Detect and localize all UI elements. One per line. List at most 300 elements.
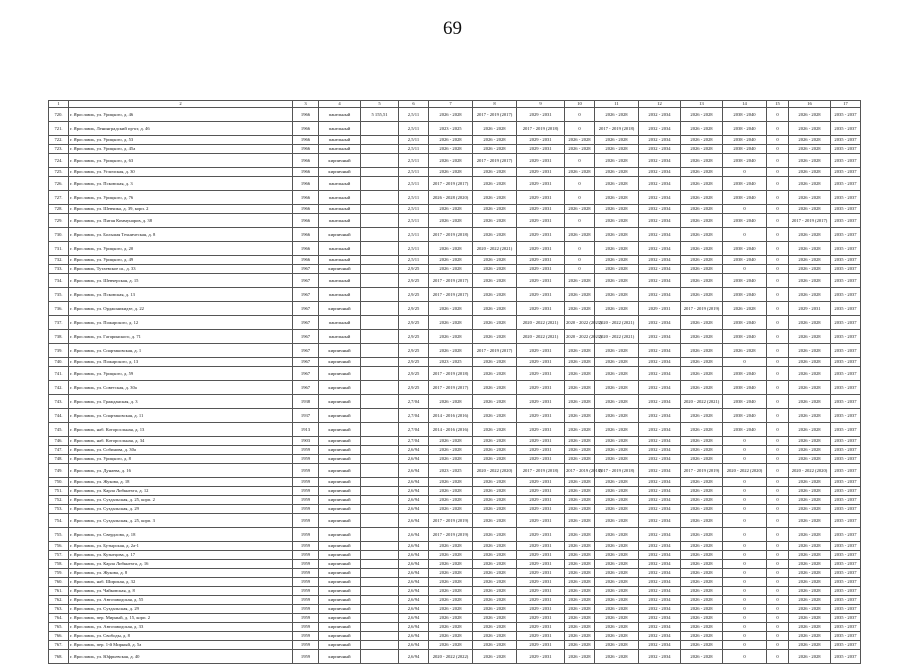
row-number-cell: 748.	[49, 455, 69, 464]
table-cell: 2032 - 2034	[639, 632, 681, 641]
table-cell: 2026 - 2028	[789, 136, 831, 145]
table-cell	[361, 464, 399, 478]
table-cell: панельный	[319, 122, 361, 136]
table-row	[49, 569, 861, 578]
table-row	[49, 437, 861, 446]
table-cell: 2014 - 2016 (2016)	[429, 409, 473, 423]
table-cell: кирпичный	[319, 344, 361, 358]
table-cell: 2035 - 2037	[831, 478, 861, 487]
address-cell: г. Ярославль, ул. Псковская, д. 3	[69, 177, 293, 191]
table-cell: 2026 - 2028	[789, 423, 831, 437]
table-cell: кирпичный	[319, 302, 361, 316]
table-row	[49, 578, 861, 587]
table-cell: 1966	[293, 168, 319, 177]
table-cell: 2,6/94	[399, 623, 429, 632]
table-cell: 2026 - 2028	[565, 551, 595, 560]
table-cell: 1967	[293, 265, 319, 274]
table-cell	[361, 596, 399, 605]
table-cell: 2029 - 2031	[789, 302, 831, 316]
table-cell	[361, 650, 399, 664]
address-cell: г. Ярославль, ул. Автозаводская, д. 33	[69, 623, 293, 632]
address-cell: г. Ярославль, ул. Чайковская, д. 8	[69, 587, 293, 596]
table-cell: 2026 - 2028	[595, 367, 639, 381]
table-cell: 2029 - 2031	[517, 381, 565, 395]
address-cell: г. Ярославль, ул. Урицкого, д. 45а	[69, 145, 293, 154]
table-cell: 2032 - 2034	[639, 423, 681, 437]
table-row	[49, 514, 861, 528]
table-cell: 2026 - 2028	[565, 632, 595, 641]
table-cell: 0	[723, 205, 767, 214]
table-cell: 2026 - 2028	[595, 344, 639, 358]
table-row	[49, 344, 861, 358]
table-cell: 2026 - 2028	[429, 505, 473, 514]
table-cell: 2023 - 2025	[429, 464, 473, 478]
table-cell: 2035 - 2037	[831, 455, 861, 464]
table-cell: 2032 - 2034	[639, 108, 681, 122]
row-number-cell: 741.	[49, 367, 69, 381]
table-cell	[361, 623, 399, 632]
row-number-cell: 730.	[49, 228, 69, 242]
table-cell: 0	[723, 496, 767, 505]
table-cell	[361, 274, 399, 288]
table-cell: 2029 - 2031	[517, 205, 565, 214]
table-cell: 2026 - 2028	[565, 578, 595, 587]
row-number-cell: 727.	[49, 191, 69, 205]
table-cell: 2032 - 2034	[639, 455, 681, 464]
table-cell: кирпичный	[319, 578, 361, 587]
table-cell: 0	[723, 632, 767, 641]
table-cell	[361, 330, 399, 344]
table-cell: 2026 - 2028	[789, 623, 831, 632]
address-cell: г. Ярославль, ул. Урицкого, д. 76	[69, 191, 293, 205]
table-cell: 2029 - 2031	[517, 632, 565, 641]
table-cell: 2026 - 2028	[789, 274, 831, 288]
table-cell: 2026 - 2028	[789, 381, 831, 395]
table-header-row	[49, 101, 861, 108]
table-cell: 2,5/11	[399, 191, 429, 205]
table-cell: 2026 - 2028	[681, 528, 723, 542]
table-cell: 2038 - 2040	[723, 214, 767, 228]
table-row	[49, 191, 861, 205]
table-cell: 2029 - 2031	[517, 496, 565, 505]
table-cell: панельный	[319, 330, 361, 344]
table-cell: 2026 - 2028	[681, 316, 723, 330]
table-row	[49, 395, 861, 409]
table-cell: кирпичный	[319, 514, 361, 528]
table-cell: 2035 - 2037	[831, 446, 861, 455]
column-header: 2	[69, 101, 293, 108]
table-cell: 2026 - 2028	[789, 177, 831, 191]
table-cell: 2,6/94	[399, 587, 429, 596]
table-cell: 0	[723, 542, 767, 551]
table-cell: 2026 - 2028	[681, 274, 723, 288]
table-cell: 2035 - 2037	[831, 569, 861, 578]
table-cell: 2017 - 2019 (2017)	[473, 154, 517, 168]
table-cell: 2038 - 2040	[723, 256, 767, 265]
table-cell: 2026 - 2028	[681, 108, 723, 122]
table-cell: 2029 - 2031	[517, 367, 565, 381]
table-cell: 2038 - 2040	[723, 423, 767, 437]
table-cell: 2026 - 2028	[429, 344, 473, 358]
table-cell: 2017 - 2019 (2019)	[429, 528, 473, 542]
table-cell: 2029 - 2031	[517, 288, 565, 302]
table-cell: 2017 - 2019 (2017)	[473, 344, 517, 358]
table-cell: 2026 - 2028	[565, 496, 595, 505]
table-cell: 2,6/94	[399, 551, 429, 560]
table-cell: 2035 - 2037	[831, 623, 861, 632]
table-cell: 2029 - 2031	[517, 623, 565, 632]
table-cell: 0	[767, 177, 789, 191]
table-cell: 2026 - 2028	[473, 191, 517, 205]
table-cell: 2026 - 2028	[789, 487, 831, 496]
column-header: 10	[565, 101, 595, 108]
table-cell: 0	[767, 316, 789, 330]
table-cell: 2017 - 2019 (2018)	[595, 122, 639, 136]
table-row	[49, 274, 861, 288]
table-cell: 2026 - 2028	[595, 205, 639, 214]
table-cell	[361, 154, 399, 168]
table-cell: 2026 - 2028	[681, 191, 723, 205]
schedule-table-container	[48, 100, 860, 664]
table-cell: 2032 - 2034	[639, 578, 681, 587]
table-cell: 2,6/94	[399, 650, 429, 664]
table-cell: 2029 - 2031	[517, 423, 565, 437]
table-cell: 2017 - 2019 (2017)	[429, 274, 473, 288]
table-cell: 2026 - 2028	[473, 614, 517, 623]
table-cell: 0	[565, 108, 595, 122]
table-cell	[361, 288, 399, 302]
table-cell: 2026 - 2028	[429, 623, 473, 632]
table-cell: 2032 - 2034	[639, 330, 681, 344]
table-cell: 0	[723, 605, 767, 614]
table-cell: кирпичный	[319, 542, 361, 551]
table-cell: 2,6/94	[399, 632, 429, 641]
table-cell: 0	[723, 560, 767, 569]
table-cell: 2029 - 2031	[517, 302, 565, 316]
table-cell: 2026 - 2028	[595, 478, 639, 487]
table-cell: 2026 - 2028	[473, 395, 517, 409]
table-cell: 2026 - 2028	[595, 560, 639, 569]
table-cell: 2026 - 2028	[473, 605, 517, 614]
table-cell: 2,7/04	[399, 395, 429, 409]
table-cell: 2032 - 2034	[639, 344, 681, 358]
address-cell: г. Ярославль, ул. Орджоникидзе, д. 22	[69, 302, 293, 316]
table-cell: 2026 - 2028	[595, 487, 639, 496]
table-cell: 2026 - 2028	[565, 344, 595, 358]
table-cell: 2026 - 2028	[681, 205, 723, 214]
row-number-cell: 733.	[49, 265, 69, 274]
table-cell: 2026 - 2028	[681, 154, 723, 168]
table-cell: 2026 - 2028	[681, 423, 723, 437]
table-cell: 0	[767, 302, 789, 316]
table-cell: 2017 - 2019 (2018)	[595, 464, 639, 478]
table-cell: 2026 - 2028	[473, 650, 517, 664]
table-cell: кирпичный	[319, 560, 361, 569]
row-number-cell: 763.	[49, 605, 69, 614]
table-cell: 2026 - 2028	[681, 505, 723, 514]
table-cell: 2,5/11	[399, 177, 429, 191]
table-cell: 2032 - 2034	[639, 409, 681, 423]
table-cell: 2035 - 2037	[831, 596, 861, 605]
table-cell: 2032 - 2034	[639, 623, 681, 632]
table-cell: 2026 - 2028	[473, 358, 517, 367]
address-cell: г. Ярославль, ул. Свободы, д. 8	[69, 632, 293, 641]
address-cell: г. Ярославль, ул. Урицкого, д. 20	[69, 242, 293, 256]
table-cell: 2,6/94	[399, 514, 429, 528]
table-cell: 2026 - 2028	[473, 288, 517, 302]
column-header: 4	[319, 101, 361, 108]
row-number-cell: 722.	[49, 136, 69, 145]
row-number-cell: 732.	[49, 256, 69, 265]
table-cell: 2,9/25	[399, 274, 429, 288]
table-cell: 0	[723, 455, 767, 464]
table-cell: 0	[767, 478, 789, 487]
table-cell: 0	[767, 505, 789, 514]
table-cell: кирпичный	[319, 437, 361, 446]
table-cell: 2029 - 2031	[517, 242, 565, 256]
row-number-cell: 721.	[49, 122, 69, 136]
table-cell: 2032 - 2034	[639, 205, 681, 214]
table-cell: 2026 - 2028	[595, 446, 639, 455]
table-cell: 0	[767, 455, 789, 464]
table-cell: 0	[723, 505, 767, 514]
row-number-cell: 742.	[49, 381, 69, 395]
table-cell: 2029 - 2031	[517, 136, 565, 145]
table-cell: 2032 - 2034	[639, 395, 681, 409]
table-cell: 2026 - 2028	[789, 505, 831, 514]
table-cell: 2026 - 2028	[595, 358, 639, 367]
row-number-cell: 766.	[49, 632, 69, 641]
table-row	[49, 446, 861, 455]
table-cell: 1966	[293, 214, 319, 228]
table-cell: 2026 - 2028	[429, 542, 473, 551]
table-cell: 2038 - 2040	[723, 191, 767, 205]
table-cell: 2026 - 2028	[595, 505, 639, 514]
table-row	[49, 464, 861, 478]
table-cell: 2026 - 2028	[789, 395, 831, 409]
table-cell: 2,5/11	[399, 154, 429, 168]
table-cell: 0	[767, 395, 789, 409]
table-cell	[361, 358, 399, 367]
table-cell: 2,6/94	[399, 464, 429, 478]
address-cell: г. Ярославль, ул. Урицкого, д. 8	[69, 455, 293, 464]
table-cell: 2029 - 2031	[517, 569, 565, 578]
table-cell: 2026 - 2028	[595, 381, 639, 395]
table-cell: 2035 - 2037	[831, 528, 861, 542]
table-row	[49, 605, 861, 614]
row-number-cell: 729.	[49, 214, 69, 228]
row-number-cell: 768.	[49, 650, 69, 664]
table-cell: 2035 - 2037	[831, 242, 861, 256]
table-cell: 2026 - 2028	[723, 344, 767, 358]
table-cell: 2032 - 2034	[639, 168, 681, 177]
table-cell: 2026 - 2028	[595, 632, 639, 641]
table-cell: 2026 - 2028	[789, 587, 831, 596]
table-cell: 2026 - 2028	[565, 560, 595, 569]
table-cell: 2,6/94	[399, 542, 429, 551]
table-cell: 0	[723, 514, 767, 528]
table-cell: 2026 - 2028	[595, 214, 639, 228]
table-row	[49, 505, 861, 514]
table-cell: кирпичный	[319, 409, 361, 423]
row-number-cell: 725.	[49, 168, 69, 177]
table-cell: 2038 - 2040	[723, 381, 767, 395]
table-cell: 2026 - 2028	[789, 358, 831, 367]
table-cell: 1937	[293, 409, 319, 423]
address-cell: г. Ярославль, ул. Карла Либкнехта, д. 16	[69, 560, 293, 569]
table-cell: 2035 - 2037	[831, 578, 861, 587]
table-cell: 2,6/94	[399, 528, 429, 542]
table-cell	[361, 122, 399, 136]
table-cell: 2035 - 2037	[831, 358, 861, 367]
table-cell: 2032 - 2034	[639, 569, 681, 578]
table-cell	[361, 496, 399, 505]
table-cell: 2026 - 2028	[681, 168, 723, 177]
table-cell: 2026 - 2028	[789, 168, 831, 177]
table-cell: 2026 - 2028	[565, 367, 595, 381]
table-cell: 1959	[293, 496, 319, 505]
table-cell: 2026 - 2028	[789, 478, 831, 487]
table-cell	[361, 478, 399, 487]
table-cell: 2029 - 2031	[517, 274, 565, 288]
table-cell: 2026 - 2028	[473, 455, 517, 464]
table-cell	[361, 367, 399, 381]
table-cell: 0	[565, 256, 595, 265]
table-cell: 2017 - 2019 (2017)	[473, 108, 517, 122]
table-cell: 0	[723, 650, 767, 664]
table-cell: 2017 - 2019 (2017)	[429, 381, 473, 395]
table-cell: 0	[767, 145, 789, 154]
table-row	[49, 423, 861, 437]
row-number-cell: 746.	[49, 437, 69, 446]
table-cell: 2032 - 2034	[639, 528, 681, 542]
table-cell: 0	[767, 578, 789, 587]
table-cell: 0	[767, 446, 789, 455]
table-cell: 2029 - 2031	[517, 177, 565, 191]
table-cell: 1959	[293, 551, 319, 560]
table-cell: кирпичный	[319, 632, 361, 641]
table-row	[49, 256, 861, 265]
table-row	[49, 302, 861, 316]
table-cell: 2026 - 2028	[681, 569, 723, 578]
table-cell: 2032 - 2034	[639, 274, 681, 288]
table-cell: 2029 - 2031	[517, 154, 565, 168]
table-body	[49, 108, 861, 664]
address-cell: г. Ярославль, ул. Собинова, д. 30а	[69, 446, 293, 455]
table-cell: 2026 - 2028	[473, 274, 517, 288]
table-cell: 2029 - 2031	[517, 214, 565, 228]
address-cell: г. Ярославль, ул. Суздальская, д. 29	[69, 605, 293, 614]
table-cell: 2035 - 2037	[831, 274, 861, 288]
table-cell	[361, 446, 399, 455]
table-cell: 2026 - 2028	[789, 108, 831, 122]
table-cell: 2026 - 2028	[789, 569, 831, 578]
table-cell: 2017 - 2019 (2017)	[429, 288, 473, 302]
table-cell: 2032 - 2034	[639, 641, 681, 650]
table-cell: 2035 - 2037	[831, 614, 861, 623]
column-header: 13	[681, 101, 723, 108]
table-cell: панельный	[319, 316, 361, 330]
table-cell: кирпичный	[319, 464, 361, 478]
table-cell: 2032 - 2034	[639, 587, 681, 596]
table-cell: 2026 - 2028 (2020)	[429, 191, 473, 205]
table-cell: панельный	[319, 145, 361, 154]
table-cell: 2,5/11	[399, 205, 429, 214]
table-cell: 2026 - 2028	[429, 551, 473, 560]
table-cell: 2020 - 2022 (2021)	[595, 316, 639, 330]
table-cell: 2026 - 2028	[473, 168, 517, 177]
table-cell: 2020 - 2022 (2020)	[473, 464, 517, 478]
table-cell: 2026 - 2028	[681, 344, 723, 358]
table-cell: 0	[767, 122, 789, 136]
table-cell: 2026 - 2028	[681, 542, 723, 551]
table-cell: 2026 - 2028	[473, 302, 517, 316]
table-cell: 2038 - 2040	[723, 145, 767, 154]
table-cell: 2020 - 2022 (2022)	[429, 650, 473, 664]
table-cell	[361, 265, 399, 274]
table-cell: 2026 - 2028	[789, 191, 831, 205]
table-cell: 0	[767, 437, 789, 446]
address-cell: г. Ярославль, ул. Свердлова, д. 18	[69, 528, 293, 542]
table-cell: 2026 - 2028	[681, 367, 723, 381]
table-cell: 0	[767, 228, 789, 242]
table-cell: 0	[767, 650, 789, 664]
table-cell: 2038 - 2040	[723, 154, 767, 168]
table-cell: 2026 - 2028	[565, 614, 595, 623]
table-cell: 2026 - 2028	[595, 177, 639, 191]
table-row	[49, 542, 861, 551]
table-cell: 2035 - 2037	[831, 605, 861, 614]
table-cell: 2035 - 2037	[831, 154, 861, 168]
table-cell: 2026 - 2028	[595, 596, 639, 605]
table-cell: 2035 - 2037	[831, 145, 861, 154]
table-cell: 2032 - 2034	[639, 614, 681, 623]
table-cell: 2029 - 2031	[517, 487, 565, 496]
table-cell: 0	[723, 446, 767, 455]
table-cell: 2026 - 2028	[429, 641, 473, 650]
table-cell: 0	[723, 596, 767, 605]
table-cell: 1959	[293, 560, 319, 569]
table-cell: 2035 - 2037	[831, 409, 861, 423]
address-cell: г. Ярославль, ул. Урицкого, д. 53	[69, 136, 293, 145]
table-cell: 2026 - 2028	[789, 542, 831, 551]
table-cell: 2029 - 2031	[517, 650, 565, 664]
table-cell: 2035 - 2037	[831, 423, 861, 437]
table-cell: 2032 - 2034	[639, 358, 681, 367]
table-cell: 2026 - 2028	[595, 614, 639, 623]
table-cell: 2026 - 2028	[565, 302, 595, 316]
table-cell: 2,9/25	[399, 367, 429, 381]
table-cell: 2026 - 2028	[473, 437, 517, 446]
table-cell: панельный	[319, 205, 361, 214]
table-cell: 2026 - 2028	[681, 145, 723, 154]
table-cell: 2026 - 2028	[789, 145, 831, 154]
table-cell: кирпичный	[319, 367, 361, 381]
table-cell: 1966	[293, 177, 319, 191]
table-cell: панельный	[319, 274, 361, 288]
table-cell: 2026 - 2028	[429, 605, 473, 614]
table-cell: 2026 - 2028	[565, 569, 595, 578]
row-number-cell: 751.	[49, 487, 69, 496]
table-row	[49, 614, 861, 623]
table-cell: кирпичный	[319, 650, 361, 664]
table-cell: 0	[767, 596, 789, 605]
table-cell: 0	[767, 560, 789, 569]
table-cell: 2026 - 2028	[473, 265, 517, 274]
table-cell: 2026 - 2028	[595, 288, 639, 302]
table-cell: кирпичный	[319, 228, 361, 242]
table-cell: 2026 - 2028	[681, 136, 723, 145]
